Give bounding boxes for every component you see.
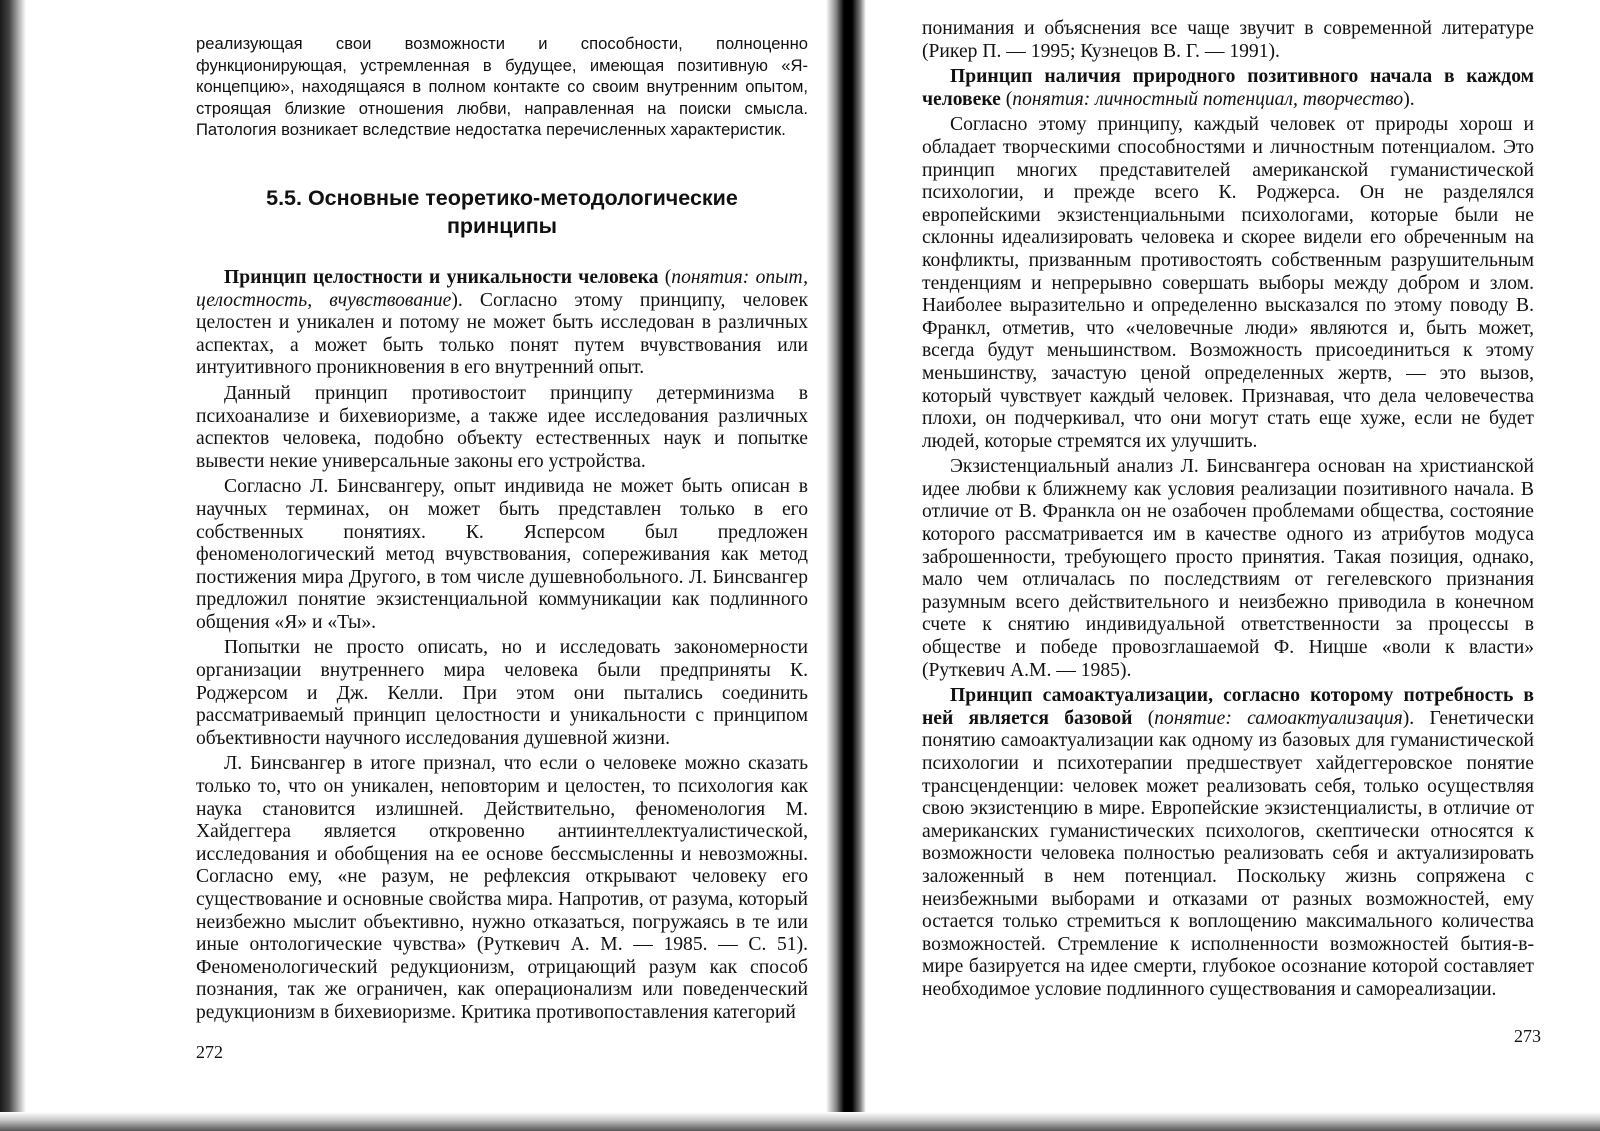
principle-3-paragraph: Принцип самоактуализации, согласно которому потребность в ней является базовой (понятие: самоактуализация). Генетически понятию самоактуализации как одному из базовых для гуманистической психологии и психотерапии предшествует хайдеггеровское понятие трансценденции: человек может реализовать себя, только осуществляя свою экзистенцию в мире. Европейские экзистенциалисты, в отличие от американских гуманистических психологов, скептически относятся к возможности человека полностью реализовать себя и актуализировать заложенный в нем потенциал. Поскольку жизнь сопряжена с неизбежными выборами и отказами от разных возможностей, ему остается только стремиться к воплощению максимального количества возможностей. Стремление к исполненности возможностей бытия-в-мире базируется на идее смерти, глубокое осознание которой составляет необходимое условие подлинного существования и самореализации. [922,685,1534,1000]
book-gutter-shadow [826,0,866,1131]
left-paragraph-2: Данный принцип противостоит принципу детерминизма в психоанализе и бихевиоризме, а также идее исследования различных аспектов человека, подобно объекту естественных наук и попытке вывести некие универсальные законы его устройства. [196,382,808,472]
right-intro-paragraph: понимания и объяснения все чаще звучит в современной литературе (Рикер П. — 1995; Кузнецов В. Г. — 1991). [922,18,1534,62]
left-paragraph-5: Л. Бинсвангер в итоге признал, что если о человеке можно сказать только то, что он уникален, неповторим и целостен, то психология как наука становится излишней. Действительно, феноменология М. Хайдеггера является откровенно антиинтеллектуалистической, исследования и обобщения на ее основе бессмысленны и невозможны. Согласно ему, «не разум, не рефлексия открывают человеку его существование и основные свойства мира. Напротив, от разума, который неизбежно мыслит объективно, нужно отказаться, погружаясь в те или иные онтологические чувства» (Руткевич А. М. — 1985. — С. 51). Феноменологический редукционизм, отрицающий разум как способ познания, так же ограничен, как операционализм или поведенческий редукционизм в бихевиоризме. Критика противопоставления категорий [196,753,808,1023]
scan-edge-shadow [0,0,26,1131]
principle-2-title: Принцип наличия природного позитивного начала в каждом человеке [922,66,1534,110]
right-page [922,0,1534,1002]
page-number-left: 272 [196,1042,223,1062]
principle-3-text: Генетически понятию самоактуализации как одному из базовых для гуманистической психологии и психотерапии предшествует хайдеггеровское понятие трансценденции: человек может реализовать себя, только осуществляя свою экзистенцию в мире. Европейские экзистенциалисты, в отличие от американских гуманистических психологов, скептически относятся к возможности человека полностью реализовать себя и актуализировать заложенный в нем потенциал. Поскольку жизнь сопряжена с неизбежными выборами и отказами от разных возможностей, ему остается только стремиться к воплощению максимального количества возможностей. Стремление к исполненности возможностей бытия-в-мире базируется на идее смерти, глубокое осознание которой составляет необходимое условие подлинного существования и самореализации. [922,707,1534,1000]
principle-1-concepts: : опыт, целостность, вчувствование [196,266,808,311]
principle-1-paragraph: Принцип целостности и уникальности человека (понятия: опыт, целостность, вчувствование). Согласно этому принципу, человек целостен и уникален и потому не может быть исследован в различных аспектах, а может быть только понят путем вчувствования или интуитивного проникновения в его внутренний опыт. [196,266,808,379]
section-heading: 5.5. Основные теоретико-методологические принципы [266,185,738,238]
principle-2-concepts-label: понятия [1012,88,1084,110]
principle-1-title: Принцип целостности и уникальности человека [224,266,659,288]
principle-3-concepts: : самоактуализация [1225,707,1403,729]
principle-1-text: Согласно этому принципу, человек целостен и уникален и потому не может быть исследован в различных аспектах, а может быть только понят путем вчувствования или интуитивного проникновения в его внутренний опыт. [196,289,808,379]
page-number-right: 273 [1514,1026,1541,1046]
principle-1-concepts-label: понятия [671,266,743,288]
scan-bottom-edge [0,1112,1600,1131]
left-paragraph-4: Попытки не просто описать, но и исследовать закономерности организации внутреннего мира человека были предприняты К. Роджерсом и Дж. Келли. При этом они пытались соединить рассматриваемый принцип целостности и уникальности с принципом объективности научного исследования душевной жизни. [196,637,808,749]
principle-2-concepts: : личностный потенциал, творчество [1083,88,1404,110]
principle-2-paragraph: Принцип наличия природного позитивного начала в каждом человеке (понятия: личностный потенциал, творчество). [922,66,1534,110]
principle-3-title: Принцип самоактуализации, согласно которому потребность в ней является базовой [922,685,1534,729]
left-intro-paragraph: реализующая свои возможности и способности, полноценно функционирующая, устремленная в будущее, имеющая позитивную «Я-концепцию», находящаяся в полном контакте со своим внутренним опытом, строящая близкие отношения любви, направленная на поиски смысла. Патология возникает вследствие недостатка перечисленных характеристик. [196,34,808,140]
left-page [196,0,808,1025]
right-paragraph-3: Экзистенциальный анализ Л. Бинсвангера основан на христианской идее любви к ближнему как условия реализации позитивного начала. В отличие от В. Франкла он не озабочен проблемами общества, состояние которого рассматривается им в качестве одного из атрибутов модуса заброшенности, требующего просто принятия. Такая позиция, однако, мало чем отличалась по последствиям от гегелевского признания разумным всего действительного и неизбежно приводила в конечном счете к снятию индивидуальной ответственности за процессы в обществе и победе провозглашаемой Ф. Ницше «воли к власти» (Руткевич А.М. — 1985). [922,456,1534,681]
right-paragraph-2: Согласно этому принципу, каждый человек от природы хорош и обладает творческими способностями и личностным потенциалом. Это принцип многих представителей американской гуманистической психологии, и прежде всего К. Роджерса. Он не разделялся европейскими экзистенциальными психологами, которые были не склонны идеализировать человека и скорее видели его обреченным на конфликты, призванным противостоять собственным разрушительным тенденциям и непрерывно совершать выборы между добром и злом. Наиболее выразительно и определенно высказался по этому поводу В. Франкл, отметив, что «человечные люди» являются и, быть может, всегда будут меньшинством. Возможность присоединиться к этому меньшинству, зачастую ценой определенных жертв, — это вызов, который чувствует каждый человек. Признавая, что дела человечества плохи, он подчеркивал, что они могут стать еще хуже, если не будет людей, которые стремятся их улучшить. [922,114,1534,452]
principle-3-concepts-label: понятие [1154,707,1226,729]
left-paragraph-3: Согласно Л. Бинсвангеру, опыт индивида не может быть описан в научных терминах, он может быть представлен только в его собственных понятиях. К. Ясперсом был предложен феноменологический метод вчувствования, сопереживания как метод постижения мира Другого, в том числе душевнобольного. Л. Бинсвангер предложил понятие экзистенциальной коммуникации как подлинного общения «Я» и «Ты». [196,476,808,633]
